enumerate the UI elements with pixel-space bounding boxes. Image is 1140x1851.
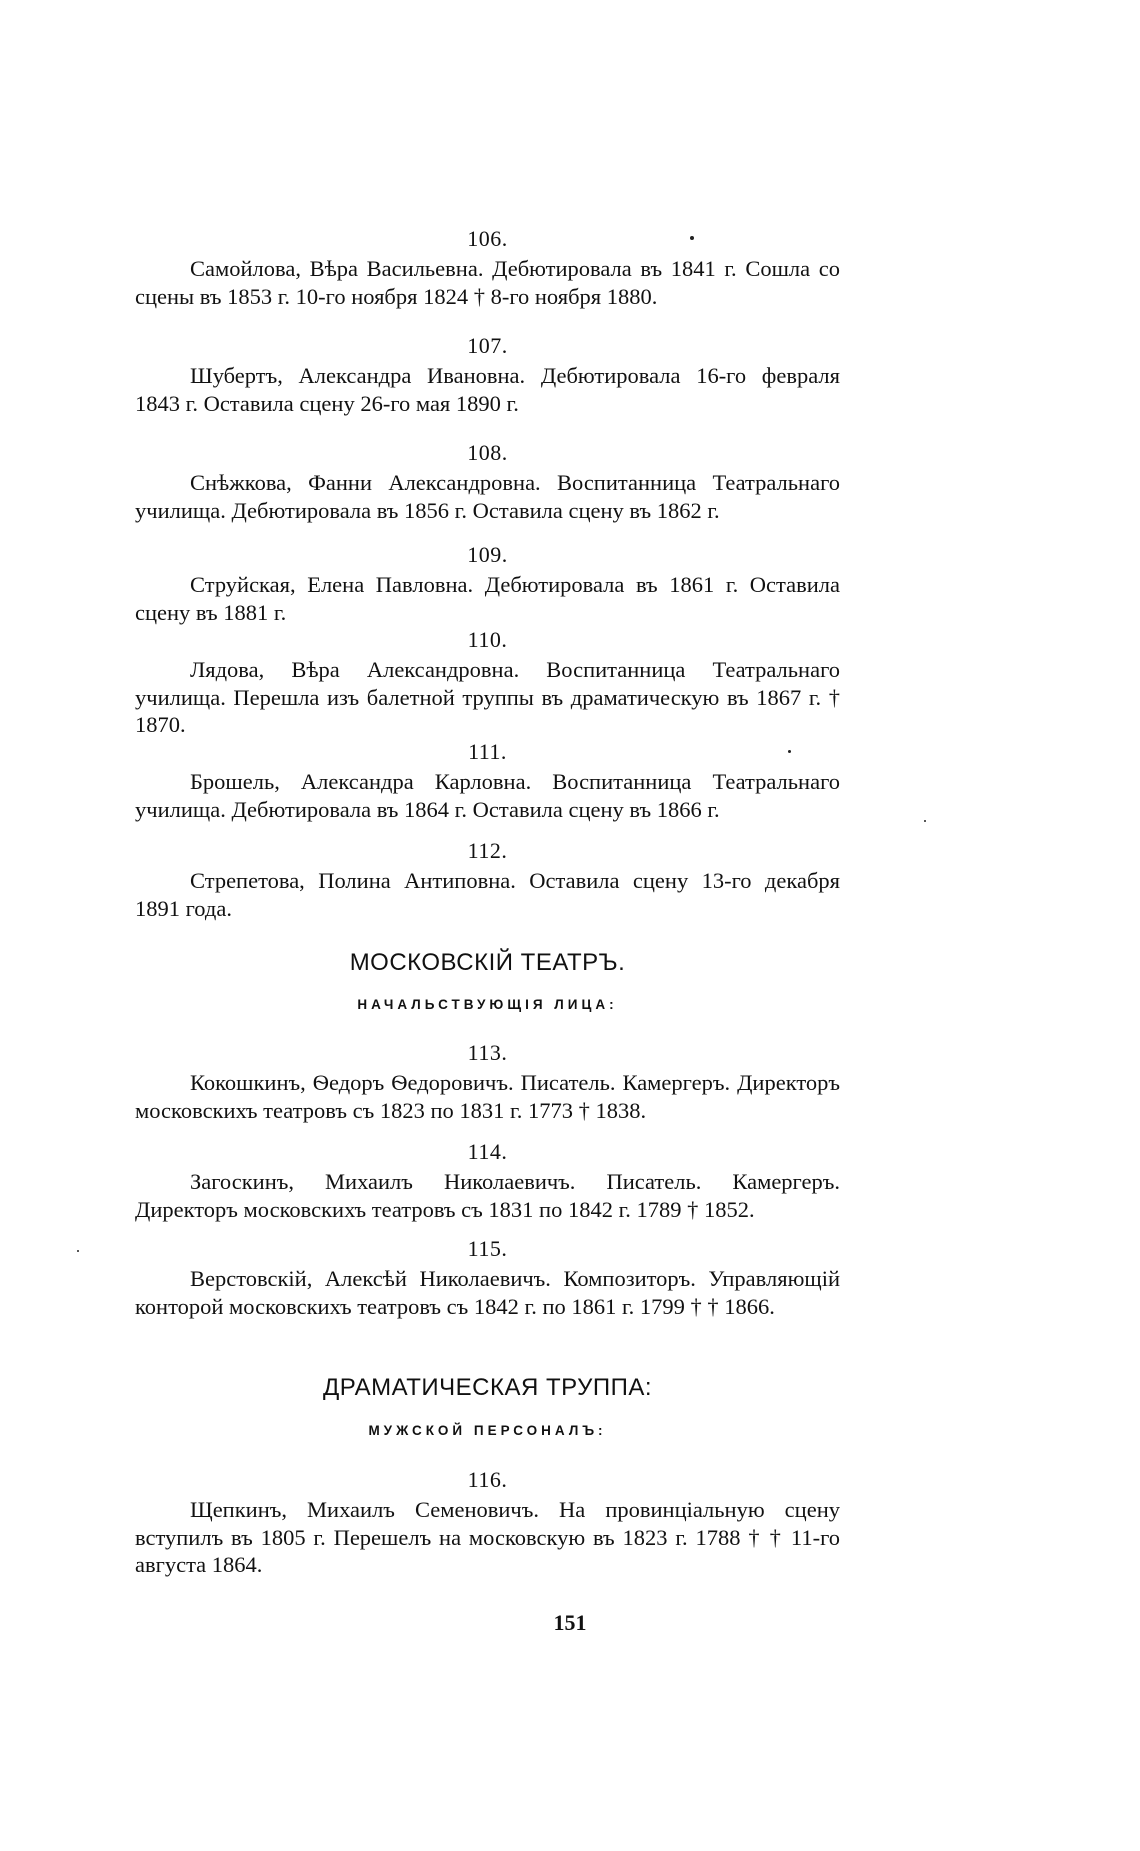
- entry-number: 110.: [467, 627, 508, 652]
- entry-text: Верстовскій, Алексѣй Николаевичъ. Композиторъ. Управляющій конторой московскихъ театровъ съ 1842 г. по 1861 г. 1799 † † 1866.: [135, 1266, 840, 1319]
- entry-number: 113.: [467, 1040, 508, 1065]
- entry-text: Стрепетова, Полина Антиповна. Оставила сцену 13-го декабря 1891 года.: [135, 868, 840, 921]
- section-heading: ДРАМАТИЧЕСКАЯ ТРУППА:: [322, 1374, 653, 1401]
- entry-text: Лядова, Вѣра Александровна. Воспитанница Театральнаго училища. Перешла изъ балетной труппы въ драматическую въ 1867 г. † 1870.: [135, 657, 840, 737]
- entry-number: 111.: [468, 739, 507, 764]
- entry-number: 112.: [467, 838, 508, 863]
- subsection-heading: МУЖСКОЙ ПЕРСОНАЛЪ:: [368, 1423, 607, 1438]
- entry-number: 115.: [467, 1236, 508, 1261]
- entry-number: 109.: [467, 542, 508, 567]
- page-number: 151: [553, 1610, 587, 1635]
- scan-speck: [924, 820, 926, 822]
- entry-number: 107.: [467, 333, 508, 358]
- entry-number: 116.: [467, 1467, 508, 1492]
- entry-text: Струйская, Елена Павловна. Дебютировала въ 1861 г. Оставила сцену въ 1881 г.: [135, 572, 840, 625]
- entry-number: 108.: [467, 440, 508, 465]
- entry-number: 114.: [467, 1139, 508, 1164]
- entry-text: Загоскинъ, Михаилъ Николаевичъ. Писатель. Камергеръ. Директоръ московскихъ театровъ съ 1831 по 1842 г. 1789 † 1852.: [135, 1169, 840, 1222]
- entry-text: Щепкинъ, Михаилъ Семеновичъ. На провинціальную сцену вступилъ въ 1805 г. Перешелъ на московскую въ 1823 г. 1788 † † 11-го августа 1864.: [135, 1497, 840, 1577]
- entry-text: Шубертъ, Александра Ивановна. Дебютировала 16-го февраля 1843 г. Оставила сцену 26-го мая 1890 г.: [135, 363, 840, 416]
- section-heading: МОСКОВСКІЙ ТЕАТРЪ.: [349, 949, 626, 976]
- entry-text: Кокошкинъ, Ѳедоръ Ѳедоровичъ. Писатель. Камергеръ. Директоръ московскихъ театровъ съ 1823 по 1831 г. 1773 † 1838.: [135, 1070, 840, 1123]
- subsection-heading: НАЧАЛЬСТВУЮЩІЯ ЛИЦА:: [357, 997, 618, 1012]
- entry-number: 106.: [467, 226, 508, 251]
- entry-text: Брошель, Александра Карловна. Воспитанница Театральнаго училища. Дебютировала въ 1864 г. Оставила сцену въ 1866 г.: [135, 769, 840, 822]
- entry-text: Снѣжкова, Фанни Александровна. Воспитанница Театральнаго училища. Дебютировала въ 1856 г. Оставила сцену въ 1862 г.: [135, 470, 840, 523]
- scan-speck: [77, 1250, 79, 1252]
- entry-text: Самойлова, Вѣра Васильевна. Дебютировала въ 1841 г. Сошла со сцены въ 1853 г. 10-го ноября 1824 † 8-го ноября 1880.: [135, 256, 840, 309]
